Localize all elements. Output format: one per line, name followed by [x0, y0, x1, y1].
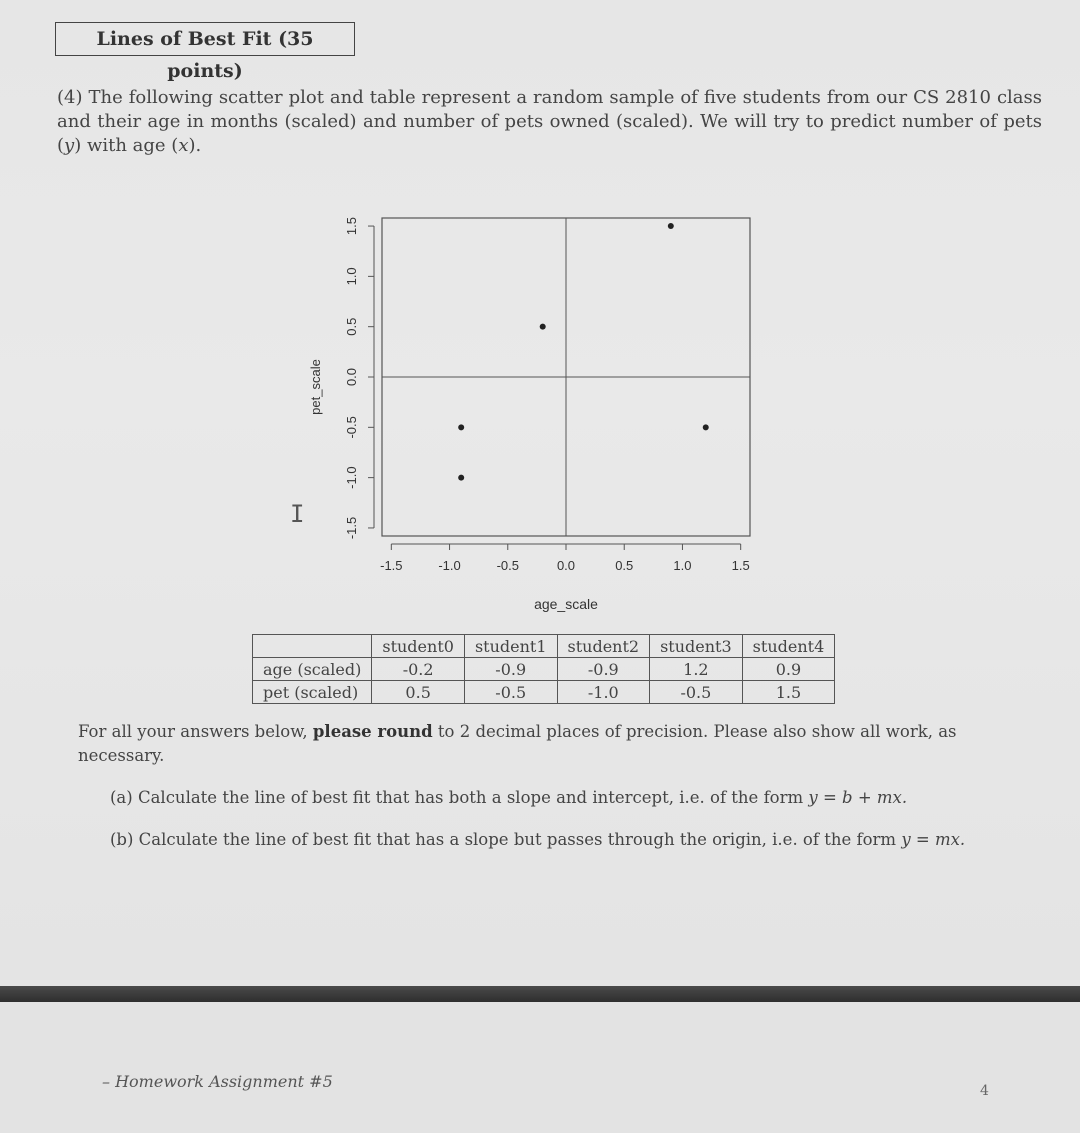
table-cell: 0.5 — [372, 681, 465, 704]
scatter-point — [458, 424, 464, 430]
table-header: student2 — [557, 635, 650, 658]
table-cell: 1.5 — [742, 681, 835, 704]
table-header: student3 — [650, 635, 743, 658]
table-cell: -0.9 — [464, 658, 557, 681]
row-label: age (scaled) — [253, 658, 372, 681]
table-corner — [253, 635, 372, 658]
y-tick-label: -1.5 — [344, 516, 359, 540]
question-b — [110, 828, 1038, 852]
intro-text: For all your answers below, — [78, 722, 313, 741]
footer-assignment: – Homework Assignment #5 — [102, 1072, 333, 1091]
question-a-text: (a) Calculate the line of best fit that has both a slope and intercept, i.e. of the form — [110, 788, 809, 807]
table-cell: 0.9 — [742, 658, 835, 681]
table-header-row — [253, 635, 835, 658]
instructions-intro — [78, 720, 1038, 768]
y-axis-label: pet_scale — [308, 359, 323, 415]
x-axis-label: age_scale — [534, 596, 598, 612]
var-x: x — [178, 135, 189, 156]
page-number: 4 — [980, 1083, 989, 1099]
scatter-point — [703, 424, 709, 430]
table-header: student1 — [464, 635, 557, 658]
y-tick-label: -0.5 — [344, 416, 359, 439]
row-label: pet (scaled) — [253, 681, 372, 704]
x-tick-label: -1.0 — [438, 558, 461, 573]
x-tick-label: 1.5 — [731, 558, 750, 573]
table-row — [253, 658, 835, 681]
next-page-area — [0, 1002, 1080, 1133]
table-cell: -0.5 — [464, 681, 557, 704]
y-tick-label: 1.5 — [344, 217, 359, 236]
table-row — [253, 681, 835, 704]
table-header: student4 — [742, 635, 835, 658]
y-tick-label: 1.0 — [344, 267, 359, 286]
data-table-container — [252, 634, 835, 704]
scatter-point — [668, 223, 674, 229]
x-tick-label: 0.5 — [615, 558, 634, 573]
y-tick-label: -1.0 — [344, 466, 359, 489]
table-cell: -0.9 — [557, 658, 650, 681]
y-tick-label: 0.0 — [344, 367, 359, 387]
table-cell: -1.0 — [557, 681, 650, 704]
data-points — [458, 223, 709, 481]
table-cell: -0.5 — [650, 681, 743, 704]
question-b-text: (b) Calculate the line of best fit that has a slope but passes through the origin, i.e. of the form — [110, 830, 902, 849]
question-b-formula: y = mx. — [901, 830, 966, 849]
section-title: Lines of Best Fit (35 points) — [55, 22, 355, 56]
x-tick-label: 0.0 — [556, 558, 576, 573]
x-tick-label: -0.5 — [496, 558, 519, 573]
table-header: student0 — [372, 635, 465, 658]
x-axis — [380, 544, 750, 573]
y-axis — [344, 217, 374, 539]
problem-mid: ) with age ( — [74, 135, 179, 156]
instructions — [78, 720, 1038, 852]
data-table — [252, 634, 835, 704]
scatter-point — [458, 475, 464, 481]
x-tick-label: 1.0 — [673, 558, 692, 573]
text-cursor-icon: I — [290, 500, 305, 528]
question-a-formula: y = b + mx. — [808, 788, 908, 807]
x-tick-label: -1.5 — [380, 558, 403, 573]
intro-text-end: to 2 decimal places of precision. Please also show all work, as necessary. — [78, 722, 957, 765]
question-a — [110, 786, 1038, 810]
y-tick-label: 0.5 — [344, 317, 359, 336]
table-cell: -0.2 — [372, 658, 465, 681]
problem-statement — [57, 86, 1042, 158]
scatter-point — [540, 324, 546, 330]
problem-tail: ). — [188, 135, 202, 156]
problem-lead: (4) The following scatter plot and table represent a random sample of five students from our CS 2810 class and their age in months (scaled) and number of pets owned (scaled). We will try to predict number of pets ( — [57, 87, 1042, 156]
scatter-plot — [300, 200, 780, 630]
var-y: y — [64, 135, 75, 156]
table-cell: 1.2 — [650, 658, 743, 681]
intro-bold: please round — [312, 722, 433, 741]
